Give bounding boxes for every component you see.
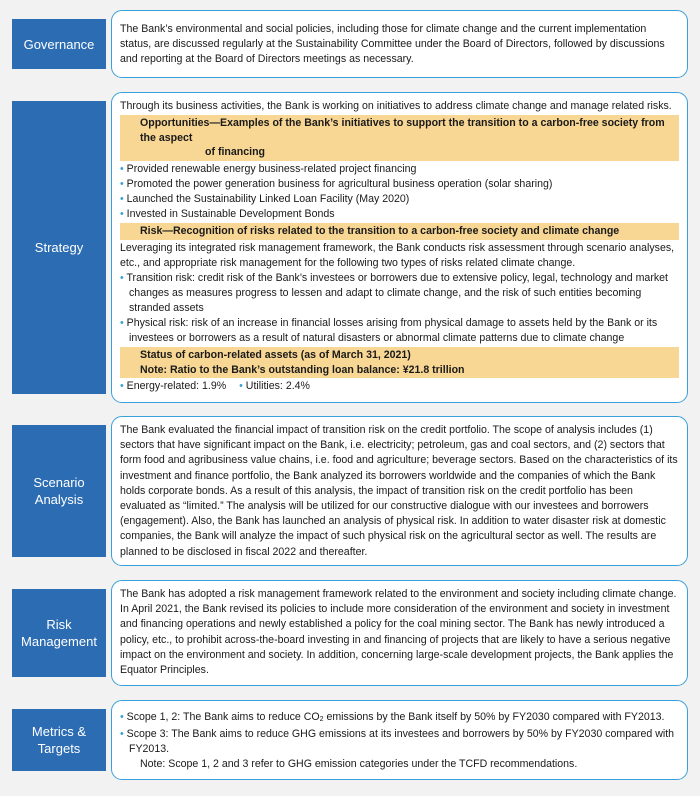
scope12-text-a: Scope 1, 2: The Bank aims to reduce CO — [126, 711, 320, 723]
strategy-intro: Through its business activities, the Bank is working on initiatives to address climate change and manage related risks. — [120, 100, 672, 112]
status-item-energy: • Energy-related: 1.9% — [120, 380, 226, 392]
metrics-note: Note: Scope 1, 2 and 3 refer to GHG emission categories under the TCFD recommendations. — [140, 758, 578, 770]
strategy-section — [8, 92, 692, 403]
opportunity-item: • Promoted the power generation business for agricultural business operation (solar sharing) — [120, 177, 679, 192]
opportunities-heading — [120, 115, 679, 161]
risk-heading: Risk—Recognition of risks related to the transition to a carbon-free society and climate change — [120, 223, 679, 240]
risk-management-text: The Bank has adopted a risk management framework related to the environment and society including climate change. In April 2021, the Bank revised its policies to include more consideration of the environment and society in investment and financing operations and newly established a policy for the coal mining sector. The Bank has newly introduced a policy, etc., to prohibit across-the-board investing in and financing of projects that are likely to have a serious negative impact on the environment and society. In addition, concerning large-scale development projects, the Bank applies the Equator Principles. — [120, 588, 677, 677]
status-note: Note: Ratio to the Bank’s outstanding loan balance: ¥21.8 trillion — [140, 363, 465, 376]
risk-management-section — [8, 580, 692, 686]
scenario-section — [8, 416, 692, 566]
metrics-label: Metrics & Targets — [12, 709, 106, 771]
co2-subscript: 2 — [319, 716, 324, 723]
risk-item: • Physical risk: risk of an increase in financial losses arising from physical damage to assets held by the Bank or its investees or borrowers as a result of natural disasters or abnormal climate patterns due to climate change — [120, 316, 679, 346]
strategy-box — [111, 92, 688, 403]
scenario-label: Scenario Analysis — [12, 425, 106, 557]
scenario-box — [111, 416, 688, 566]
governance-box — [111, 10, 688, 78]
metrics-scope3: • Scope 3: The Bank aims to reduce GHG emissions at its investees and borrowers by 50% by FY2030 compared with FY2013. — [120, 727, 679, 757]
status-heading-block — [120, 347, 679, 378]
governance-label: Governance — [12, 19, 106, 69]
status-heading: Status of carbon-related assets (as of March 31, 2021) — [140, 348, 411, 361]
opportunity-item: • Provided renewable energy business-related project financing — [120, 162, 679, 177]
governance-text: The Bank’s environmental and social policies, including those for climate change and the current implementation status, are discussed regularly at the Sustainability Committee under the Board of Directors, followed by discussions and reporting at the Board of Directors meetings as necessary. — [120, 23, 665, 66]
risk-management-box — [111, 580, 688, 686]
opportunities-heading-line1: Opportunities—Examples of the Bank’s initiatives to support the transition to a carbon-free society from the aspect — [140, 117, 665, 144]
risk-item: • Transition risk: credit risk of the Bank’s investees or borrowers due to extensive policy, legal, technology and market changes as measures progress to lessen and adapt to climate change, and the risk of such entities becoming stranded assets — [120, 271, 679, 316]
metrics-section — [8, 700, 692, 780]
risk-management-label: Risk Management — [12, 589, 106, 677]
governance-section — [8, 10, 692, 78]
risk-intro: Leveraging its integrated risk management framework, the Bank conducts risk assessment through scenario analyses, etc., and appropriate risk management for the following two types of risks related climate change. — [120, 241, 675, 269]
scope12-text-b: emissions by the Bank itself by 50% by FY2030 compared with FY2013. — [323, 711, 665, 723]
strategy-label: Strategy — [12, 101, 106, 394]
scenario-text: The Bank evaluated the financial impact of transition risk on the credit portfolio. The scope of analysis includes (1) sectors that have significant impact on the Bank, i.e. electricity; petroleum, gas and coal sectors, and (2) sectors that form food and agribusiness value chains, i.e. food and agriculture; beverage sectors. Based on the characteristics of its investment and finance portfolio, the Bank analyzed its borrowers worldwide and the companies of which the Bank holds corporate bonds. As a result of this analysis, the impact of transition risk on the credit portfolio has been evaluated as “limited.” The analysis will be utilized for our constructive dialogue with our investees and borrowers (engagement). Also, the Bank has launched an analysis of physical risk. In addition to water disaster risk at domestic companies, the Bank will analyze the impact of such physical risk on the agricultural sector as well. The results are planned to be disclosed in fiscal 2022 and thereafter. — [120, 424, 678, 558]
opportunity-item: • Launched the Sustainability Linked Loan Facility (May 2020) — [120, 192, 679, 207]
opportunity-item: • Invested in Sustainable Development Bonds — [120, 207, 679, 222]
metrics-scope12 — [120, 710, 679, 727]
status-items — [120, 379, 679, 394]
status-item-utilities: • Utilities: 2.4% — [239, 380, 310, 392]
metrics-box — [111, 700, 688, 780]
opportunities-heading-line2: of financing — [205, 146, 266, 159]
